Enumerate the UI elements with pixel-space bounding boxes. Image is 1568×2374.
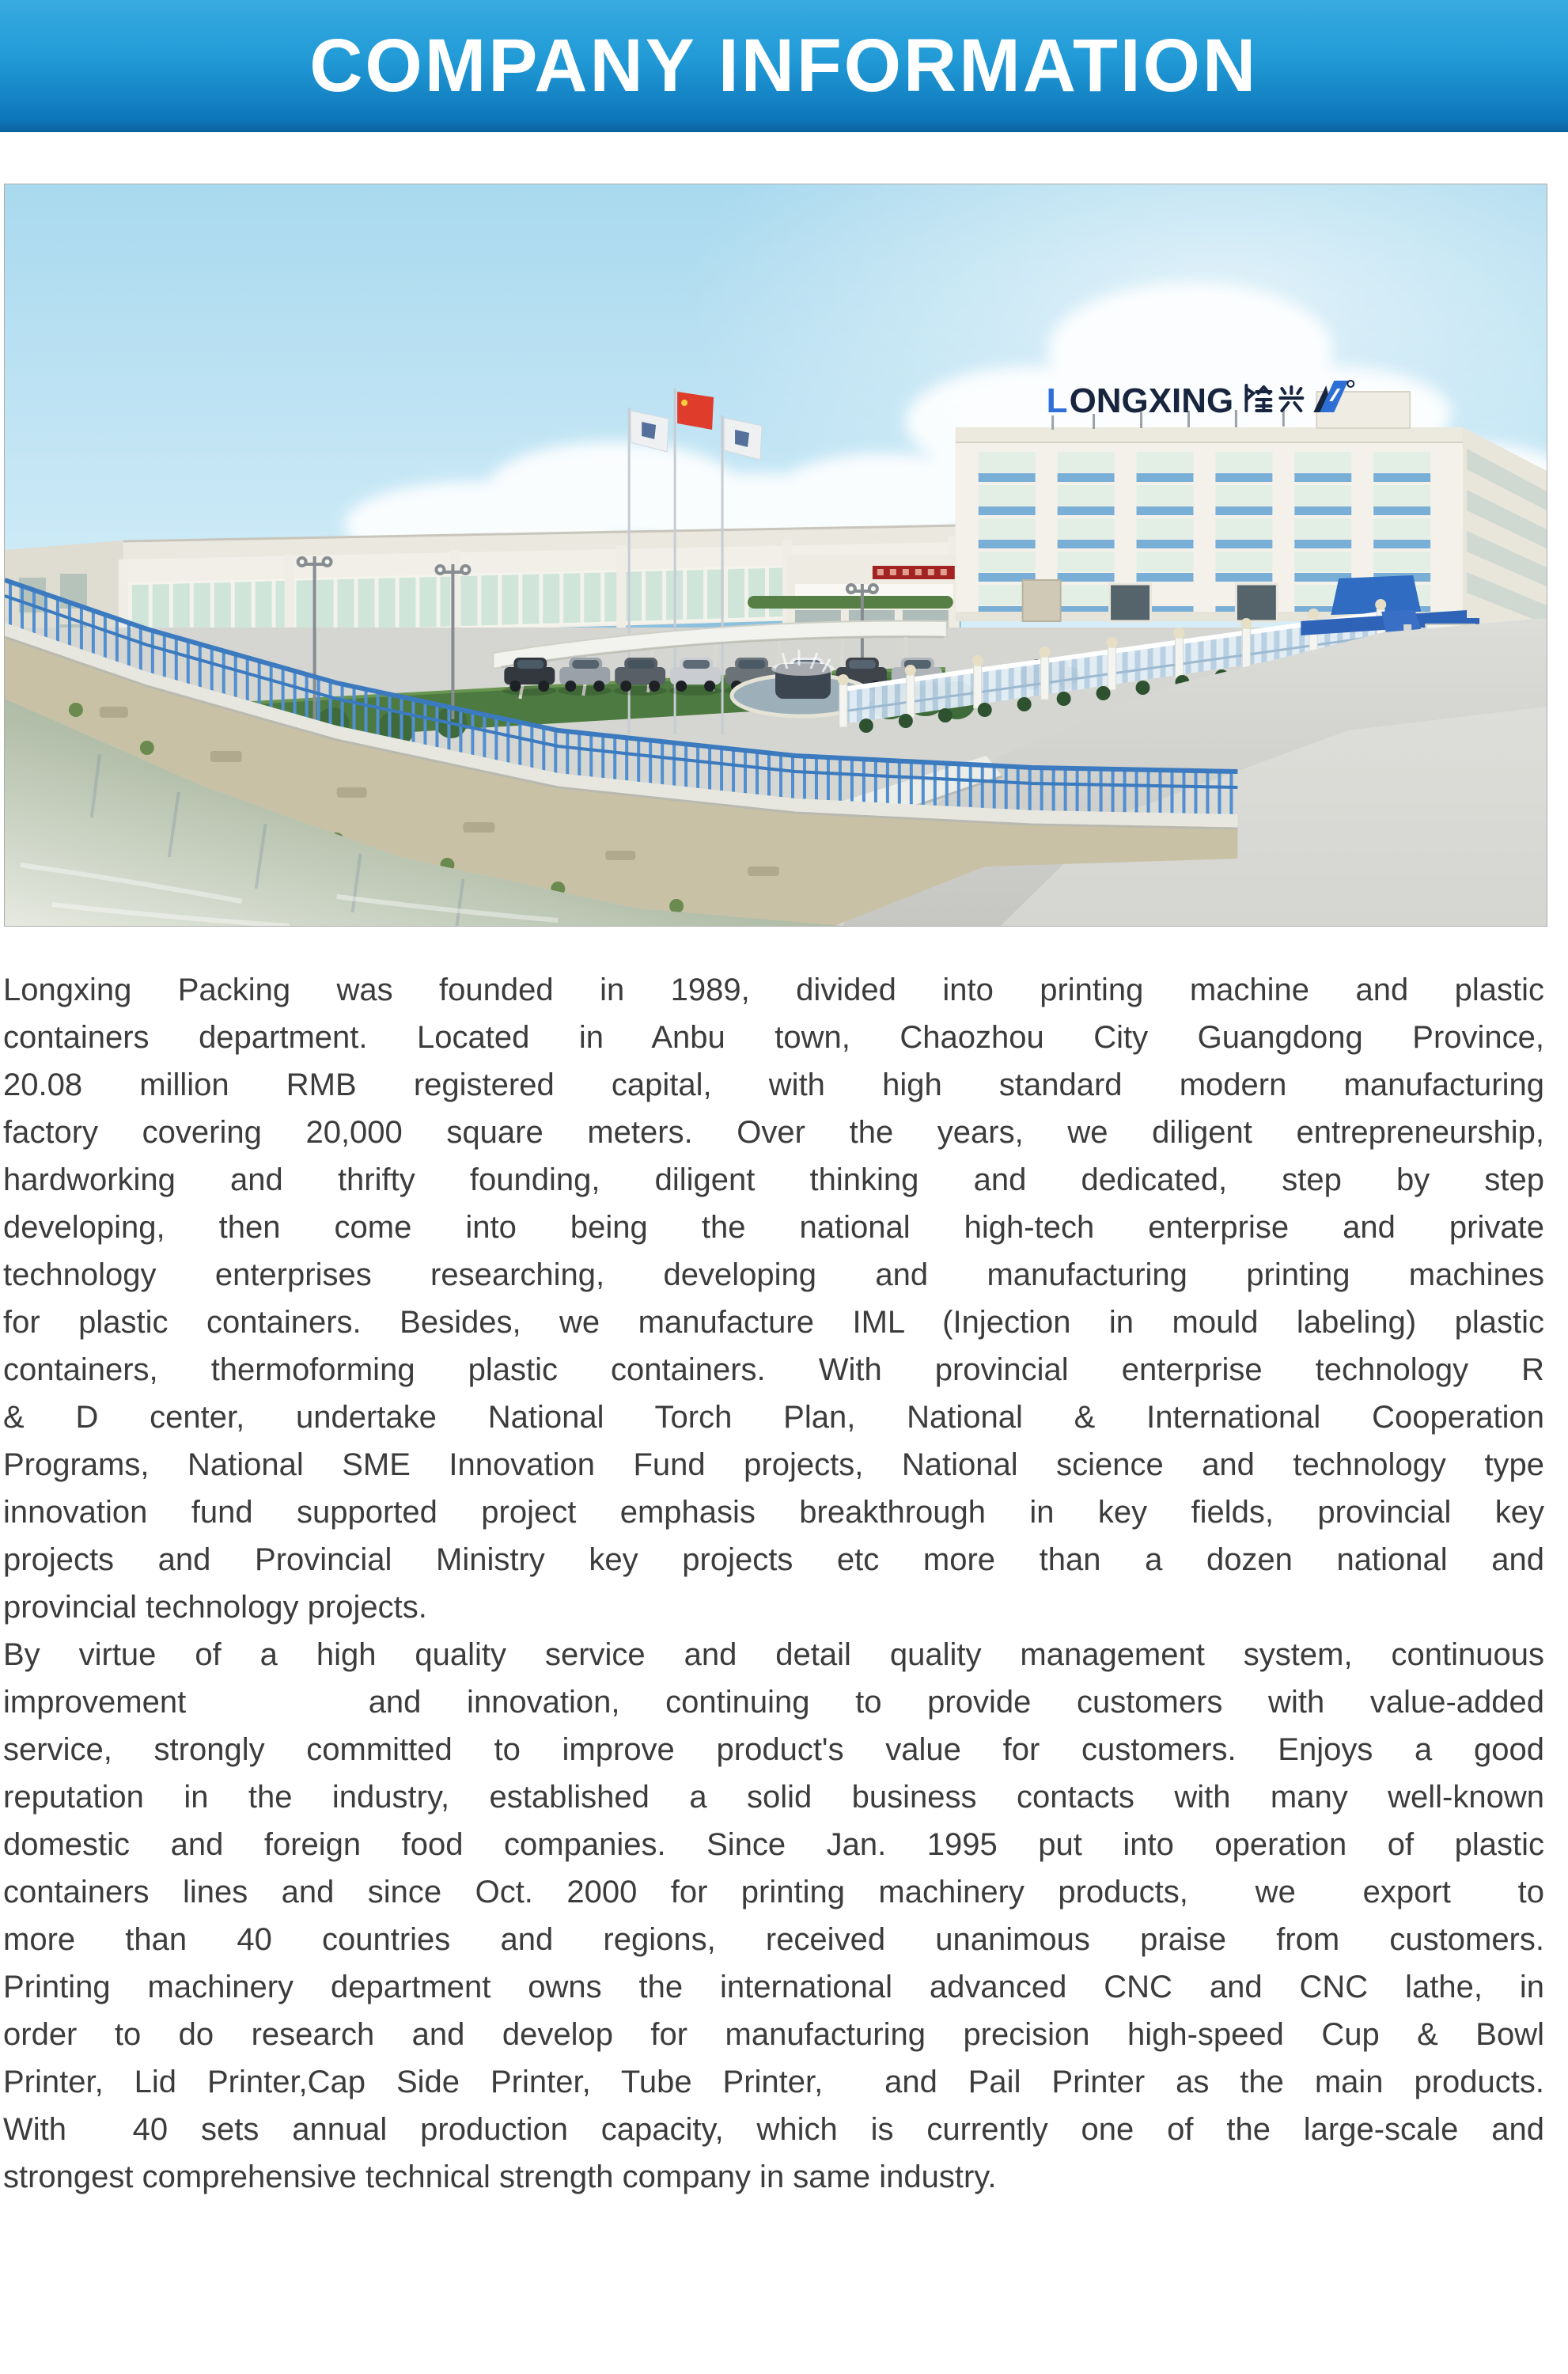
text-line: Printing machinery department owns the international advanced CNC and CNC lathe, in [3,1970,1544,2004]
factory-photo-svg [5,184,1547,926]
text-line: for plastic containers. Besides, we manufacture IML (Injection in mould labeling) plastic [3,1305,1544,1340]
text-line: containers lines and since Oct. 2000 for printing machinery products, we export to [3,1875,1544,1909]
factory-photo [4,184,1547,927]
roof-sign-initial: L [1046,381,1068,421]
text-line: hardworking and thrifty founding, diligent thinking and dedicated, step by step [3,1162,1544,1197]
text-line: projects and Provincial Ministry key projects etc more than a dozen national and [3,1542,1544,1577]
national-flag [677,392,714,430]
page-title: COMPANY INFORMATION [309,24,1259,108]
text-line: service, strongly committed to improve product's value for customers. Enjoys a good [3,1732,1544,1767]
rollup-door [1023,580,1061,621]
text-line: more than 40 countries and regions, received unanimous praise from customers. [3,1922,1544,1957]
text-line: Programs, National SME Innovation Fund projects, National science and technology type [3,1447,1544,1482]
text-line: order to do research and develop for manufacturing precision high-speed Cup & Bowl [3,2017,1544,2052]
roof-sign-latin: ONGXING [1069,381,1234,421]
header-banner [0,0,1568,132]
text-line: developing, then come into being the national high-tech enterprise and private [3,1210,1544,1245]
text-line: & D center, undertake National Torch Plan, National & International Cooperation [3,1400,1544,1435]
text-line: containers department. Located in Anbu town, Chaozhou City Guangdong Province, [3,1020,1544,1055]
text-line: improvement and innovation, continuing to provide customers with value-added [3,1685,1544,1720]
text-line: With 40 sets annual production capacity, which is currently one of the large-scale and [3,2112,1544,2147]
text-line: technology enterprises researching, developing and manufacturing printing machines [3,1257,1544,1292]
entrance-door [1236,584,1277,621]
text-line: provincial technology projects. [3,1590,427,1625]
article [3,966,1544,2201]
text-line: factory covering 20,000 square meters. Over the years, we diligent entrepreneurship, [3,1115,1544,1150]
entrance-door [1110,584,1151,621]
text-line: Longxing Packing was founded in 1989, divided into printing machine and plastic [3,973,1544,1007]
text-line: domestic and foreign food companies. Since Jan. 1995 put into operation of plastic [3,1827,1544,1862]
text-line: By virtue of a high quality service and detail quality management system, continuous [3,1637,1544,1672]
text-line: reputation in the industry, established a solid business contacts with many well-known [3,1780,1544,1815]
entrance-awning [1331,575,1421,615]
text-line: innovation fund supported project emphasis breakthrough in key fields, provincial key [3,1495,1544,1530]
text-line: strongest comprehensive technical strength company in same industry. [3,2160,997,2194]
text-line: Printer, Lid Printer,Cap Side Printer, Tube Printer, and Pail Printer as the main products. [3,2065,1544,2099]
text-line: containers, thermoforming plastic containers. With provincial enterprise technology R [3,1352,1544,1387]
text-line: 20.08 million RMB registered capital, with high standard modern manufacturing [3,1068,1544,1102]
